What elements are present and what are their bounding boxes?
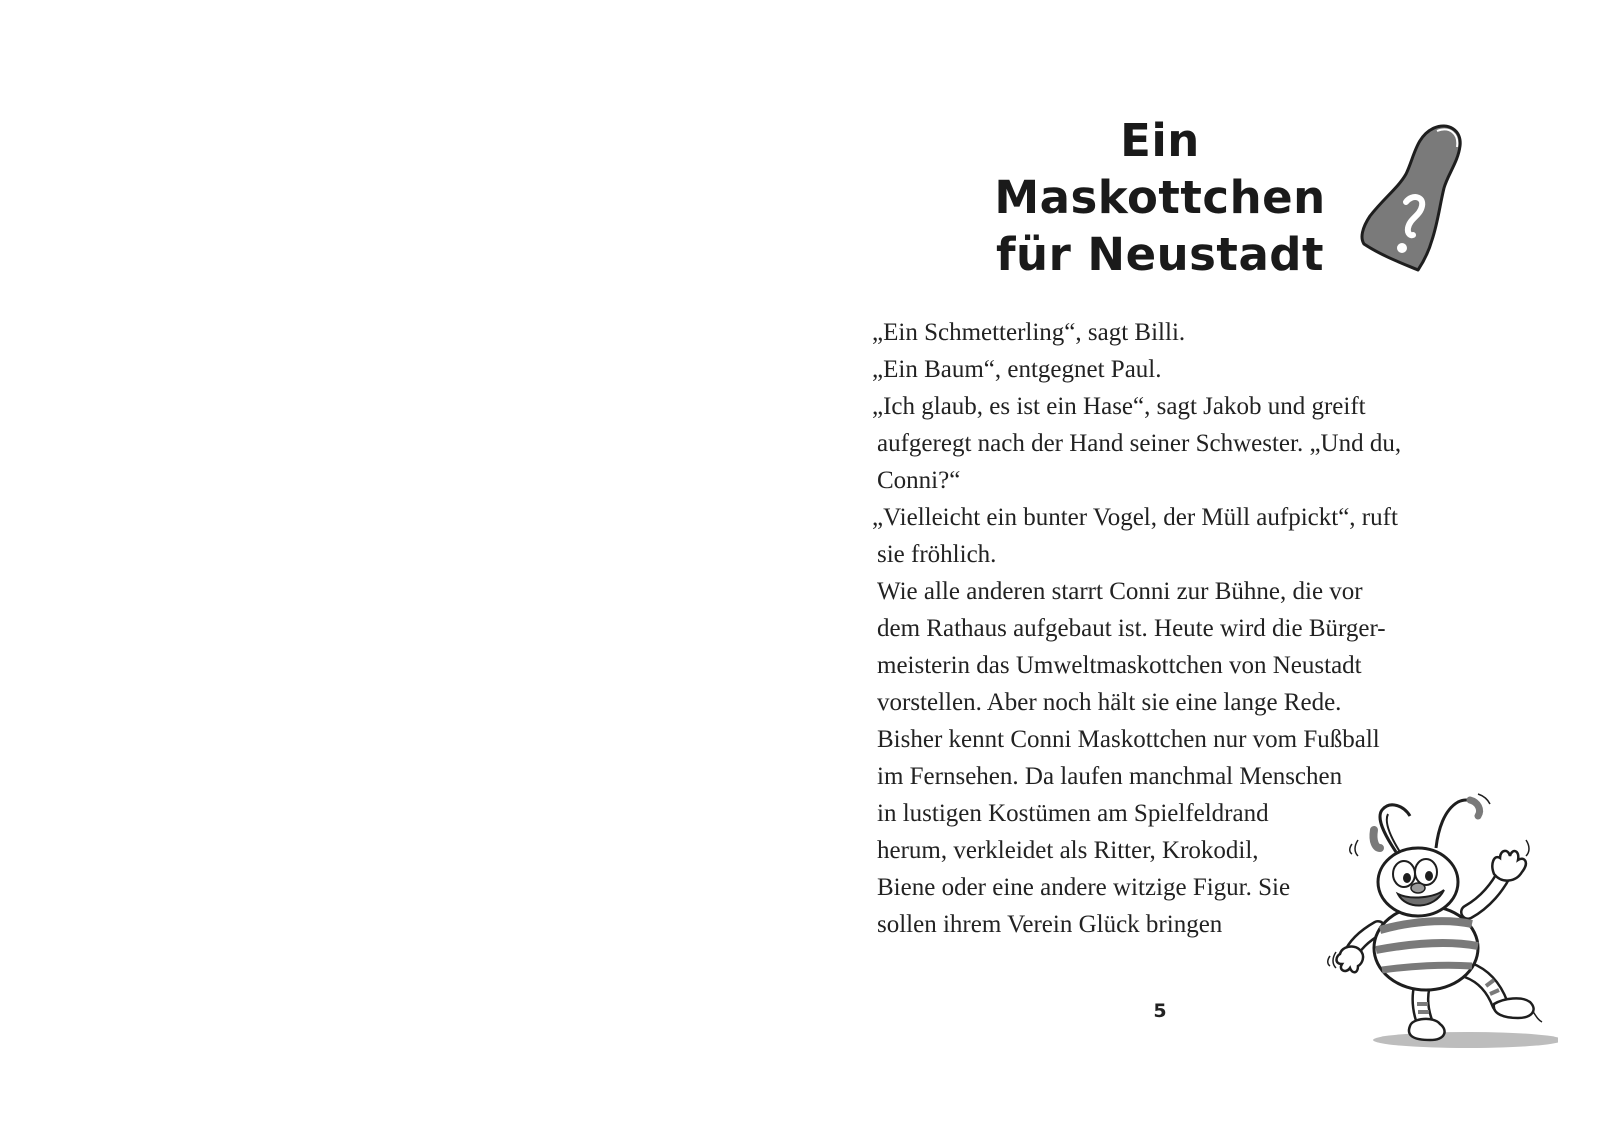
bee-mascot-illustration bbox=[1318, 790, 1558, 1055]
body-line: Conni?“ bbox=[877, 467, 961, 494]
body-line: „Ich glaub, es ist ein Hase“, sagt Jakob und greift bbox=[872, 393, 1366, 420]
chapter-title bbox=[960, 112, 1360, 283]
body-line: Biene oder eine andere witzige Figur. Sie bbox=[877, 874, 1291, 901]
body-line: „Ein Baum“, entgegnet Paul. bbox=[872, 356, 1162, 383]
body-line: dem Rathaus aufgebaut ist. Heute wird die Bürger- bbox=[877, 615, 1386, 642]
body-line: „Vielleicht ein bunter Vogel, der Müll aufpickt“, ruft bbox=[872, 504, 1398, 531]
body-line: vorstellen. Aber noch hält sie eine lange Rede. bbox=[877, 689, 1342, 716]
question-mark-bowling-pin-icon bbox=[1356, 118, 1466, 278]
body-line: „Ein Schmetterling“, sagt Billi. bbox=[872, 319, 1186, 346]
body-line: sie fröhlich. bbox=[877, 541, 997, 568]
chapter-title-line-1: Ein Maskottchen bbox=[994, 114, 1326, 224]
page-number: 5 bbox=[1153, 1000, 1167, 1022]
body-line: in lustigen Kostümen am Spielfeldrand bbox=[877, 800, 1269, 827]
body-line: Bisher kennt Conni Maskottchen nur vom Fußball bbox=[877, 726, 1380, 753]
body-line: sollen ihrem Verein Glück bringen bbox=[877, 911, 1223, 938]
body-line: im Fernsehen. Da laufen manchmal Menschen bbox=[877, 763, 1343, 790]
body-line: aufgeregt nach der Hand seiner Schwester. „Und du, bbox=[877, 430, 1402, 457]
chapter-title-line-2: für Neustadt bbox=[995, 228, 1325, 281]
body-line: Wie alle anderen starrt Conni zur Bühne, die vor bbox=[877, 578, 1363, 605]
body-line: meisterin das Umweltmaskottchen von Neustadt bbox=[877, 652, 1362, 679]
body-line: herum, verkleidet als Ritter, Krokodil, bbox=[877, 837, 1259, 864]
